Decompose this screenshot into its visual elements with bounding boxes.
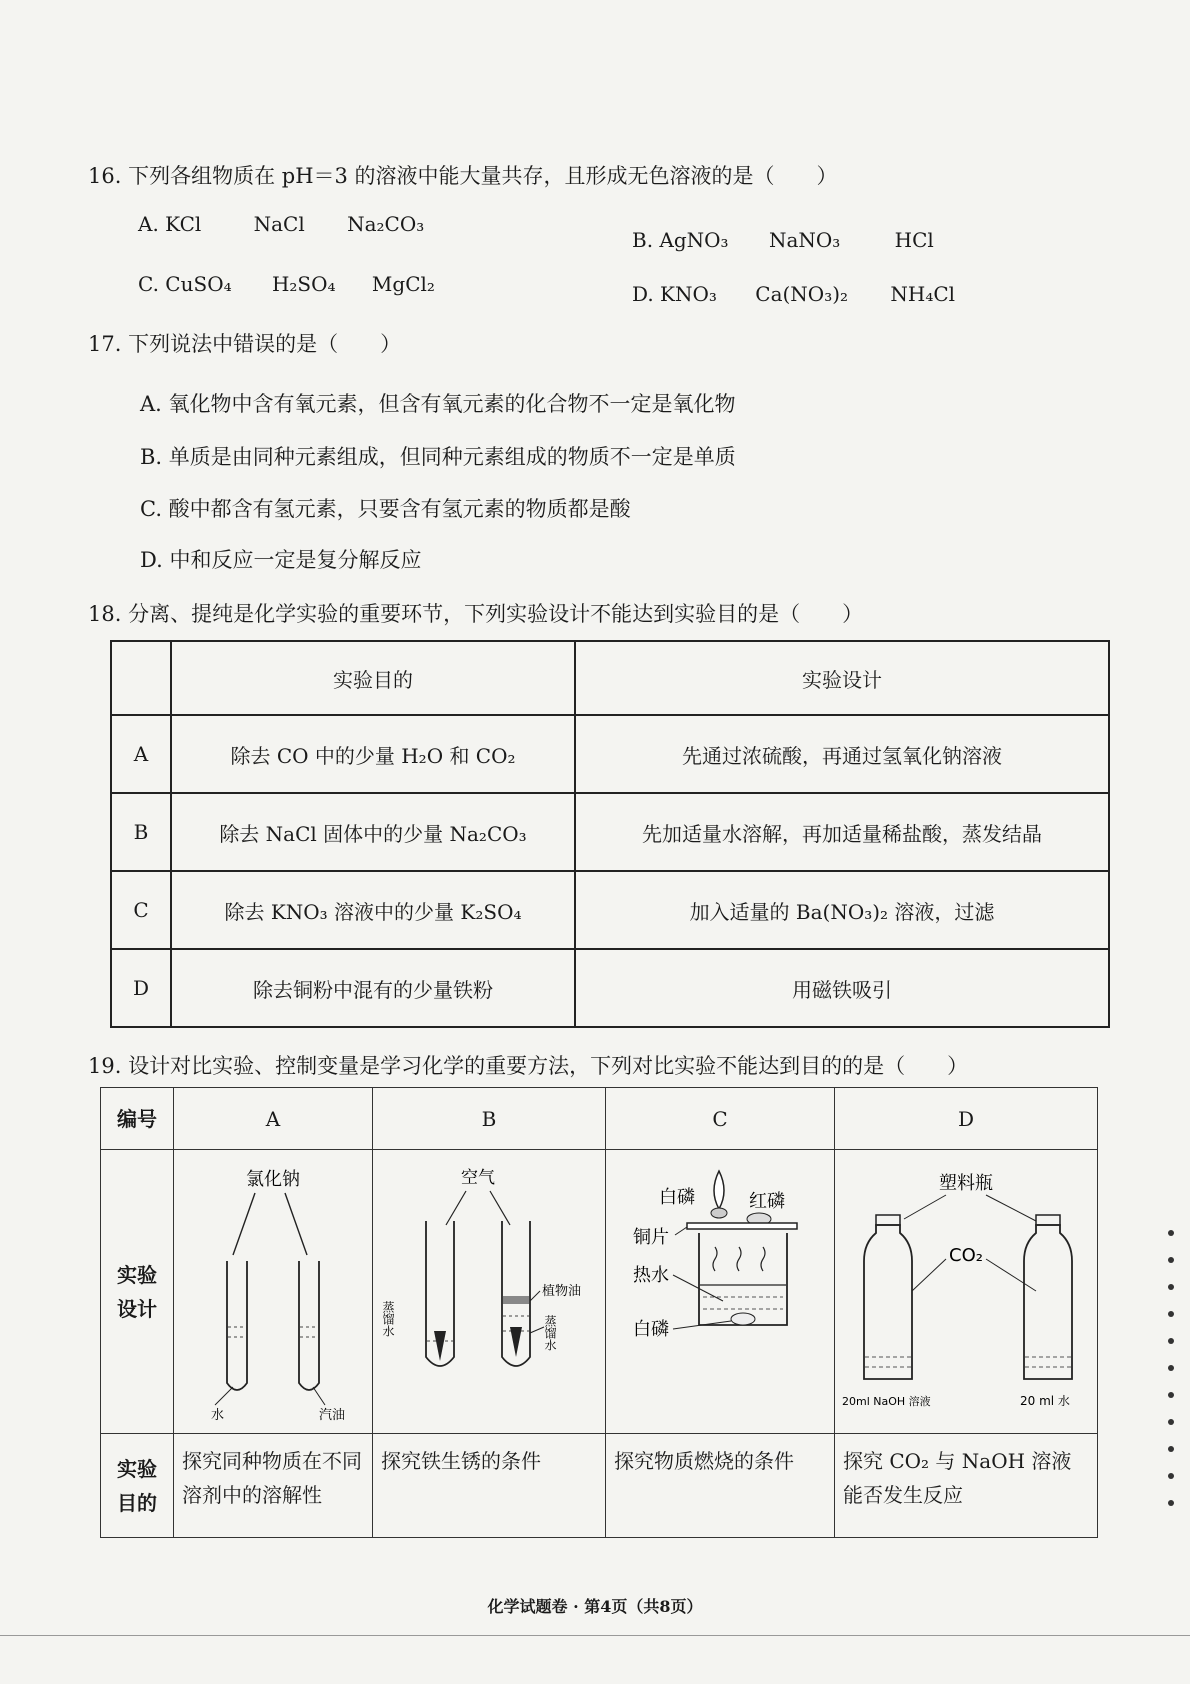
q16-a-1: A. KCl (138, 212, 202, 236)
a-label-gasoline: 汽油 (319, 1408, 346, 1423)
d-label-co2: CO₂ (949, 1245, 983, 1266)
table-row (111, 715, 1109, 793)
q16-b-2: NaNO₃ (768, 228, 841, 252)
q16-c-3: MgCl₂ (371, 272, 435, 296)
table-row (111, 871, 1109, 949)
row-label: D (111, 949, 171, 1027)
q16-a-3: Na₂CO₃ (347, 212, 425, 236)
q19-header-label: 编号 (101, 1088, 174, 1150)
q19-header-row (101, 1088, 1098, 1150)
plastic-bottle-left (864, 1225, 912, 1379)
q17-stem: 17. 下列说法中错误的是（ ） (88, 332, 402, 356)
q18-stem: 18. 分离、提纯是化学实验的重要环节，下列实验设计不能达到实验目的是（ ） (88, 602, 864, 626)
q16-option-d (632, 282, 955, 306)
b-label-water-left: 蒸馏水 (381, 1301, 395, 1337)
q16-option-c (138, 272, 435, 296)
a-label-nacl: 氯化钠 (246, 1169, 300, 1190)
q17-option-d: D. 中和反应一定是复分解反应 (140, 548, 422, 572)
page-bottom-rule (0, 1635, 1190, 1636)
q16-d-3: NH₄Cl (890, 282, 956, 306)
flame-icon (714, 1171, 724, 1209)
q18-table (110, 640, 1110, 1028)
table-header-row (111, 641, 1109, 715)
q16-d-1: D. KNO₃ (632, 282, 717, 306)
q19-stem: 19. 设计对比实验、控制变量是学习化学的重要方法，下列对比实验不能达到目的的是（ ） (88, 1054, 969, 1078)
q16-b-1: B. AgNO₃ (632, 228, 729, 252)
iron-rust-diagram (374, 1151, 604, 1427)
header-cell-blank (111, 641, 171, 715)
q19-purpose-label: 实验 目的 (101, 1434, 174, 1538)
q19-diagram-c (606, 1150, 835, 1434)
beaker (699, 1233, 787, 1325)
combustion-diagram (607, 1151, 833, 1427)
row-purpose: 除去 NaCl 固体中的少量 Na₂CO₃ (171, 793, 575, 871)
q19-purpose-a: 探究同种物质在不同溶剂中的溶解性 (174, 1434, 373, 1538)
q19-diagram-d (835, 1150, 1098, 1434)
d-label-naoh: 20ml NaOH 溶液 (842, 1395, 931, 1408)
q16-c-2: H₂SO₄ (271, 272, 336, 296)
copper-plate (687, 1223, 797, 1229)
row-label: A (111, 715, 171, 793)
q19-diagram-a (174, 1150, 373, 1434)
row-purpose: 除去铜粉中混有的少量铁粉 (171, 949, 575, 1027)
q19-col-d: D (835, 1088, 1098, 1150)
q19-col-c: C (606, 1088, 835, 1150)
q19-design-label: 实验 设计 (101, 1150, 174, 1434)
c-label-red-phosphorus: 红磷 (749, 1191, 785, 1212)
page-footer: 化学试题卷 · 第4页（共8页） (487, 1597, 703, 1616)
a-label-water: 水 (211, 1408, 225, 1423)
q17-option-b: B. 单质是由同种元素组成，但同种元素组成的物质不一定是单质 (140, 445, 736, 469)
test-tube-left (227, 1261, 247, 1390)
header-cell-design: 实验设计 (575, 641, 1109, 715)
oil-layer (503, 1296, 529, 1304)
row-design: 加入适量的 Ba(NO₃)₂ 溶液，过滤 (575, 871, 1109, 949)
table-row (111, 793, 1109, 871)
b-label-oil: 植物油 (542, 1284, 582, 1299)
row-label: B (111, 793, 171, 871)
q16-option-b (632, 228, 934, 252)
c-label-copper: 铜片 (633, 1227, 669, 1248)
row-purpose: 除去 KNO₃ 溶液中的少量 K₂SO₄ (171, 871, 575, 949)
d-label-bottle: 塑料瓶 (939, 1173, 993, 1194)
q19-purpose-b: 探究铁生锈的条件 (373, 1434, 606, 1538)
iron-nail-icon (510, 1327, 522, 1357)
c-label-hot-water: 热水 (633, 1265, 669, 1286)
iron-nail-icon (434, 1331, 446, 1361)
q19-design-row (101, 1150, 1098, 1434)
q16-a-2: NaCl (253, 212, 305, 236)
header-cell-purpose: 实验目的 (171, 641, 575, 715)
q19-col-a: A (174, 1088, 373, 1150)
q19-col-b: B (373, 1088, 606, 1150)
row-design: 先加适量水溶解，再加适量稀盐酸，蒸发结晶 (575, 793, 1109, 871)
row-design: 先通过浓硫酸，再通过氢氧化钠溶液 (575, 715, 1109, 793)
test-tube-right (299, 1261, 319, 1390)
q19-diagram-b (373, 1150, 606, 1434)
q17-option-a: A. 氧化物中含有氧元素，但含有氧元素的化合物不一定是氧化物 (140, 392, 736, 416)
binding-dots (1168, 1230, 1174, 1527)
co2-naoh-diagram (836, 1151, 1096, 1427)
plastic-bottle-right (1024, 1225, 1072, 1379)
table-row (111, 949, 1109, 1027)
b-label-air: 空气 (461, 1168, 495, 1188)
q16-c-1: C. CuSO₄ (138, 272, 232, 296)
q17-option-c: C. 酸中都含有氢元素，只要含有氢元素的物质都是酸 (140, 497, 631, 521)
c-label-white-phosphorus: 白磷 (659, 1187, 695, 1208)
b-label-water-right: 蒸馏水 (543, 1315, 557, 1351)
q16-d-2: Ca(NO₃)₂ (755, 282, 849, 306)
q19-table (100, 1087, 1098, 1538)
test-tubes-diagram (175, 1151, 371, 1427)
q19-purpose-row (101, 1434, 1098, 1538)
c-label-white-phosphorus-2: 白磷 (633, 1319, 669, 1340)
q16-stem: 16. 下列各组物质在 pH＝3 的溶液中能大量共存，且形成无色溶液的是（ ） (88, 164, 838, 188)
q16-b-3: HCl (894, 228, 934, 252)
d-label-water: 20 ml 水 (1020, 1394, 1070, 1408)
q19-purpose-c: 探究物质燃烧的条件 (606, 1434, 835, 1538)
row-label: C (111, 871, 171, 949)
row-purpose: 除去 CO 中的少量 H₂O 和 CO₂ (171, 715, 575, 793)
q16-option-a (138, 212, 424, 236)
row-design: 用磁铁吸引 (575, 949, 1109, 1027)
q19-purpose-d: 探究 CO₂ 与 NaOH 溶液能否发生反应 (835, 1434, 1098, 1538)
